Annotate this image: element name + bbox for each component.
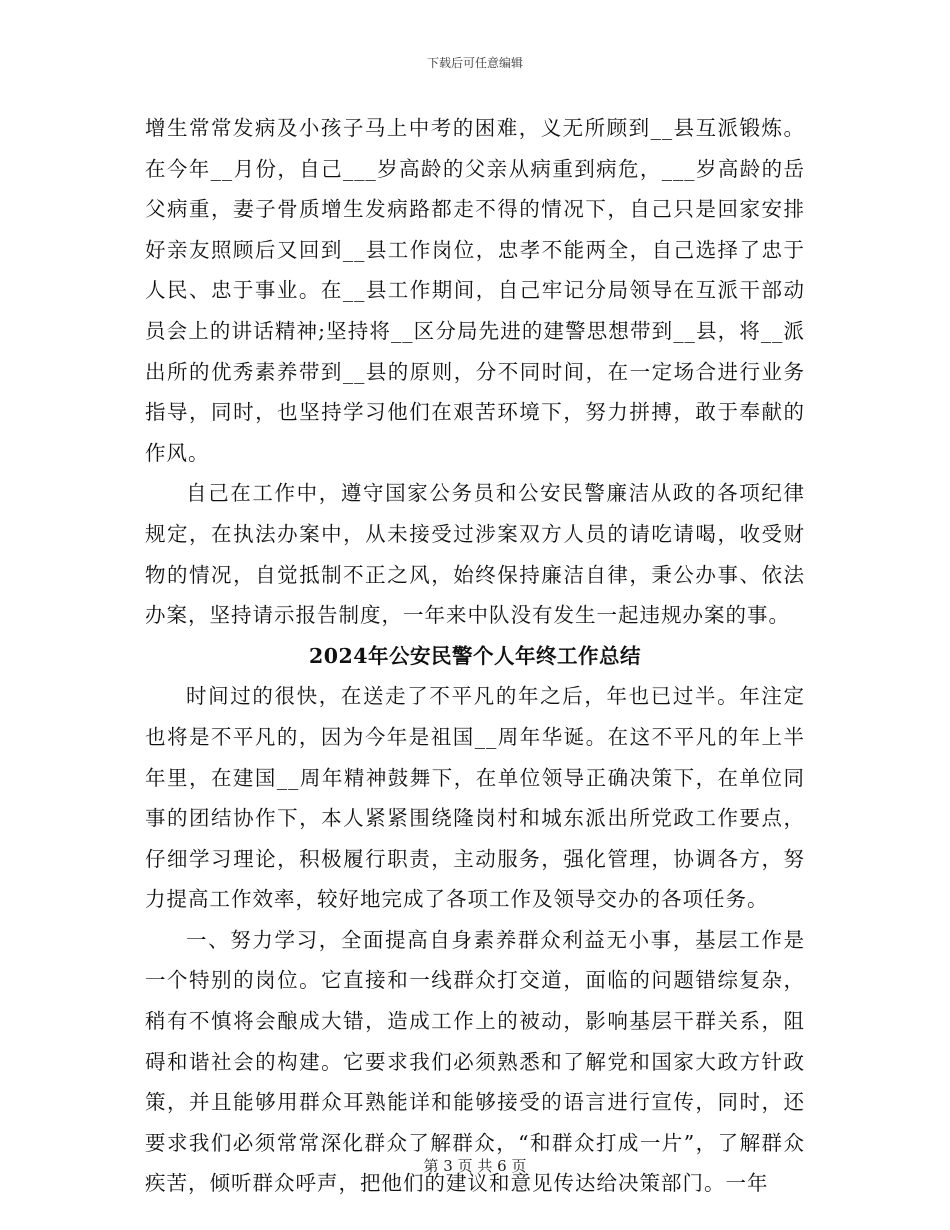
paragraph-integrity: 自己在工作中，遵守国家公务员和公安民警廉洁从政的各项纪律规定，在执法办案中，从未接受过涉案双方人员的请吃请喝，收受财物的情况，自觉抵制不正之风，始终保持廉洁自律，秉公办事、依法办案，坚持请示报告制度，一年来中队没有发生一起违规办案的事。 bbox=[145, 481, 805, 628]
paragraph-continued: 增生常常发病及小孩子马上中考的困难，义无所顾到__县互派锻炼。在今年__月份，自己___岁高龄的父亲从病重到病危，___岁高龄的岳父病重，妻子骨质增生发病路都走不得的情况下，自己只是回家安排好亲友照顾后又回到__县工作岗位，忠孝不能两全，自己选择了忠于人民、忠于事业。在__县工作期间，自己牢记分局领导在互派干部动员会上的讲话精神;坚持将__区分局先进的建警思想带到__县，将__派出所的优秀素养带到__县的原则，分不同时间，在一定场合进行业务指导，同时，也坚持学习他们在艰苦环境下，努力拼搏，敢于奉献的作风。 bbox=[145, 116, 805, 465]
page-header: 下载后可任意编辑 bbox=[426, 56, 523, 70]
paragraph-study: 一、努力学习，全面提高自身素养群众利益无小事，基层工作是一个特别的岗位。它直接和一线群众打交道，面临的问题错综复杂，稍有不慎将会酿成大错，造成工作上的被动，影响基层干群关系，阻碍和谐社会的构建。它要求我们必须熟悉和了解党和国家大政方针政策，并且能够用群众耳熟能详和能够接受的语言进行宣传，同时，还要求我们必须常常深化群众了解群众，“和群众打成一片”，了解群众疾苦，倾听群众呼声，把他们的建议和意见传达给决策部门。一年 bbox=[145, 927, 805, 1196]
paragraph-intro: 时间过的很快，在送走了不平凡的年之后，年也已过半。年注定也将是不平凡的，因为今年是祖国__周年华诞。在这不平凡的年上半年里，在建国__周年精神鼓舞下，在单位领导正确决策下，在单位同事的团结协作下，本人紧紧围绕隆岗村和城东派出所党政工作要点，仔细学习理论，积极履行职责，主动服务，强化管理，协调各方，努力提高工作效率，较好地完成了各项工作及领导交办的各项任务。 bbox=[145, 684, 805, 912]
page-number: 第 3 页 共 6 页 bbox=[423, 1157, 527, 1175]
section-title: 2024年公安民警个人年终工作总结 bbox=[308, 643, 642, 668]
document-body bbox=[145, 108, 805, 1204]
